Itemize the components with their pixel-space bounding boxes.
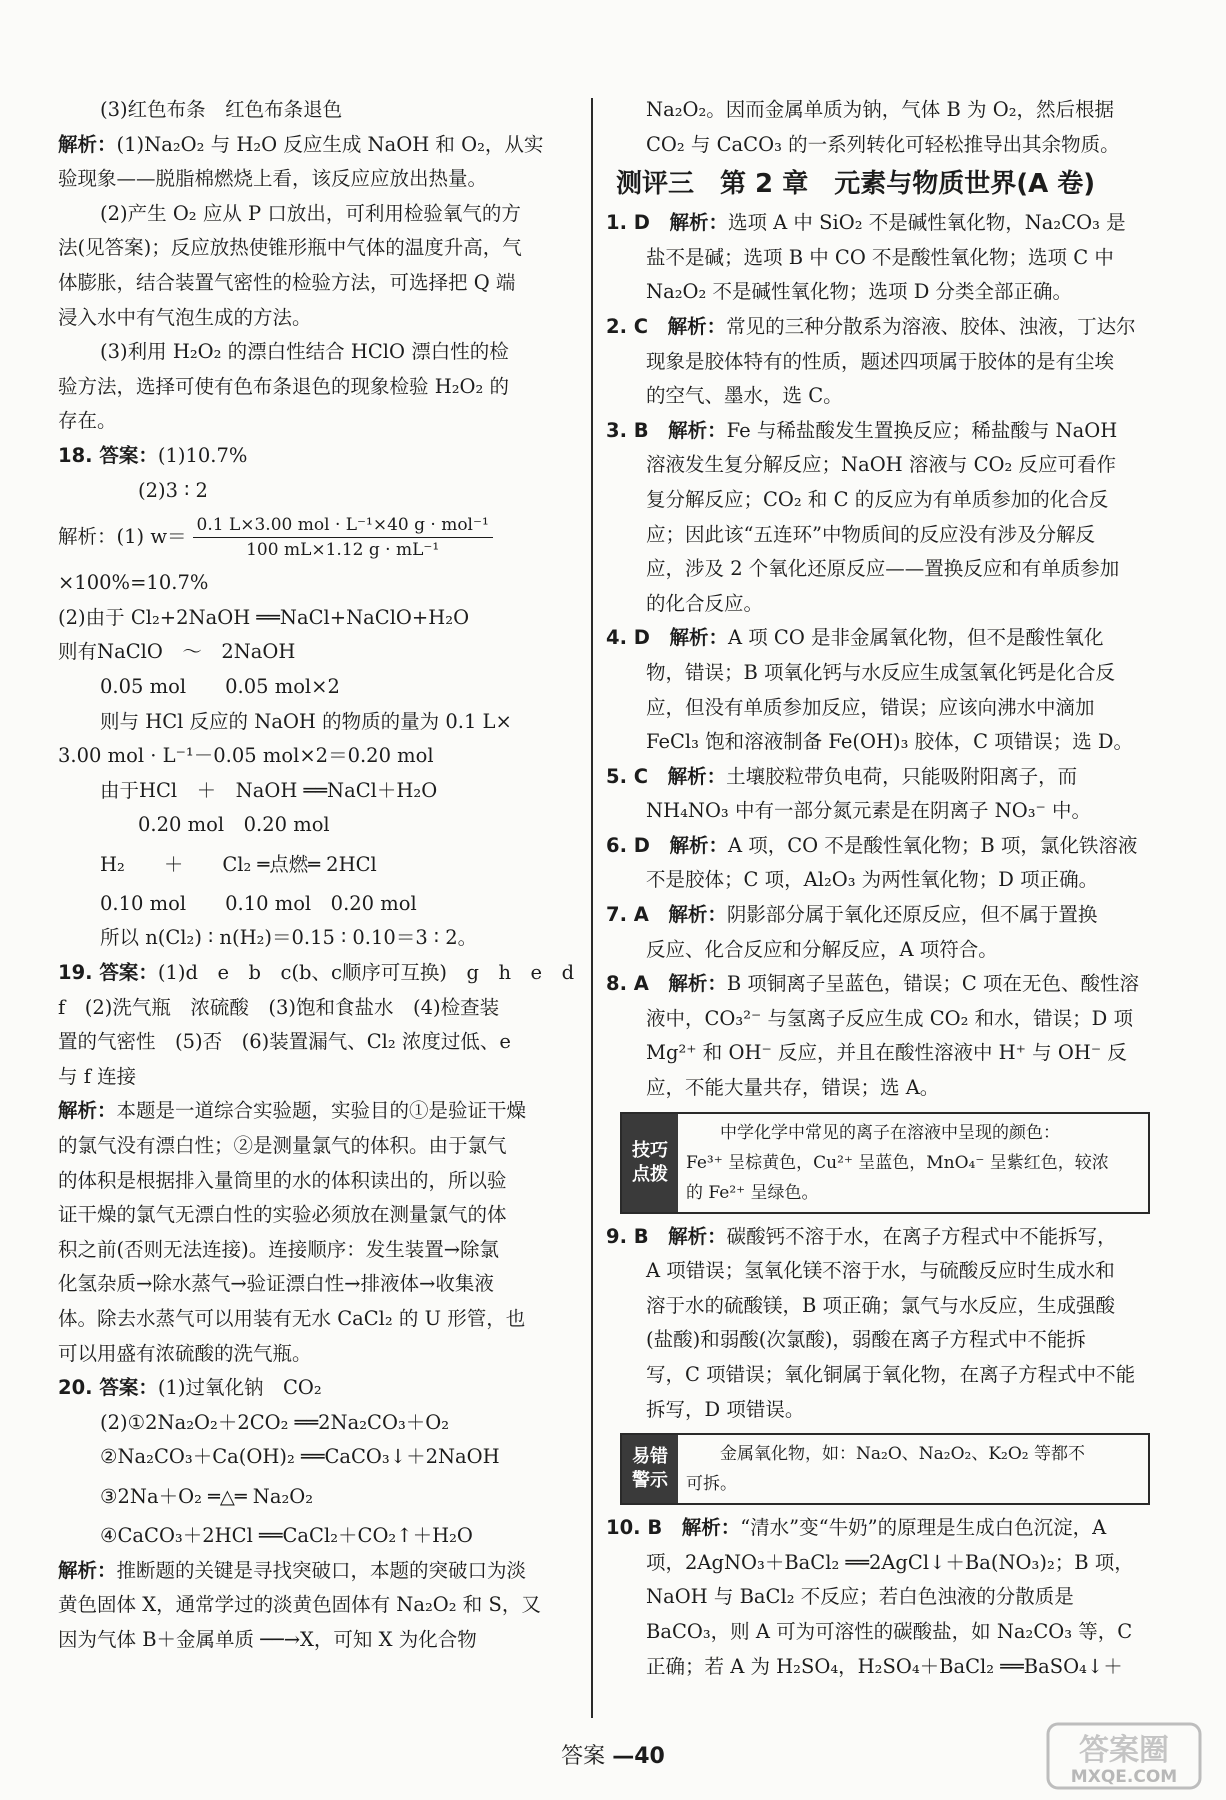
page-footer (0, 1740, 1226, 1775)
text-line: ×100%=10.7% (58, 571, 209, 595)
text-line: 置的气密性 (5)否 (6)装置漏气、Cl₂ 浓度过低、e (58, 1030, 511, 1054)
tip-line: 的 Fe²⁺ 呈绿色。 (686, 1182, 819, 1203)
text-line: 因为气体 B＋金属单质 ──→X，可知 X 为化合物 (58, 1627, 477, 1651)
text-line: 项，2AgNO₃＋BaCl₂ ══2AgCl↓＋Ba(NO₃)₂；B 项， (646, 1550, 1134, 1574)
answers-1-8 (606, 206, 1158, 1105)
text-line: f (2)洗气瓶 浓硫酸 (3)饱和食盐水 (4)检查装 (58, 995, 500, 1019)
text-line: (3)利用 H₂O₂ 的漂白性结合 HClO 漂白性的检 (100, 340, 509, 364)
text-line: 溶液发生复分解反应；NaOH 溶液与 CO₂ 反应可看作 (646, 453, 1116, 477)
question-line: 3. B 解析：Fe 与稀盐酸发生置换反应；稀盐酸与 NaOH (606, 418, 1118, 442)
text-line: 盐不是碱；选项 B 中 CO 不是酸性氧化物；选项 C 中 (646, 245, 1114, 269)
text-line: 液中，CO₃²⁻ 与氢离子反应生成 CO₂ 和水，错误；D 项 (646, 1006, 1133, 1030)
text-line: 与 f 连接 (58, 1064, 137, 1088)
text-line: NaOH 与 BaCl₂ 不反应；若白色浊液的分散质是 (646, 1585, 1074, 1609)
text-line: Na₂O₂。因而金属单质为钠，气体 B 为 O₂，然后根据 (646, 98, 1115, 121)
text-line: 复分解反应；CO₂ 和 C 的反应为有单质参加的化合反 (646, 487, 1109, 511)
text-line: 应，不能大量共存，错误；选 A。 (646, 1076, 940, 1100)
question-line: 18. 答案：(1)10.7% (58, 443, 248, 467)
text-line: 解析：(1)Na₂O₂ 与 H₂O 反应生成 NaOH 和 O₂，从实 (58, 132, 544, 156)
text-line: ③2Na＋O₂ ═△═ Na₂O₂ (100, 1484, 314, 1508)
text-line: 应，涉及 2 个氧化还原反应——置换反应和有单质参加 (646, 557, 1120, 581)
text-line: BaCO₃，则 A 可为可溶性的碳酸盐，如 Na₂CO₃ 等，C (646, 1619, 1133, 1643)
fraction-formula (58, 508, 582, 566)
watermark-url: MXQE.COM (1070, 1767, 1178, 1787)
text-line: 则与 HCl 反应的 NaOH 的物质的量为 0.1 L× (100, 709, 512, 733)
tip-line: 可拆。 (686, 1474, 737, 1495)
text-line: (盐酸)和弱酸(次氯酸)，弱酸在离子方程式中不能拆 (646, 1328, 1086, 1352)
text-line: (2)由于 Cl₂+2NaOH ══NaCl+NaClO+H₂O (58, 605, 470, 629)
text-line: (2)①2Na₂O₂＋2CO₂ ══2Na₂CO₃＋O₂ (100, 1410, 450, 1434)
answer-10 (606, 1511, 1158, 1684)
tip-badge-line: 技巧 (632, 1139, 668, 1161)
question-line: 10. B 解析：“清水”变“牛奶”的原理是生成白色沉淀，A (606, 1516, 1107, 1540)
text-line: 由于HCl ＋ NaOH ══NaCl＋H₂O (100, 778, 438, 802)
question-line: 1. D 解析：选项 A 中 SiO₂ 不是碱性氧化物，Na₂CO₃ 是 (606, 211, 1126, 235)
text-line: (2)3 ∶ 2 (138, 478, 208, 502)
text-line: 体膨胀，结合装置气密性的检验方法，可选择把 Q 端 (58, 270, 516, 294)
answer-9 (606, 1220, 1158, 1428)
fraction-denominator: 100 mL×1.12 g · mL⁻¹ (246, 539, 440, 560)
tip-badge-warning (622, 1435, 678, 1503)
text-line: ②Na₂CO₃＋Ca(OH)₂ ══CaCO₃↓＋2NaOH (100, 1445, 500, 1469)
text-line: 正确；若 A 为 H₂SO₄，H₂SO₄＋BaCl₂ ══BaSO₄↓＋ (646, 1654, 1123, 1678)
footer-label: 答案 (561, 1744, 606, 1769)
question-line: 7. A 解析：阴影部分属于氧化还原反应，但不属于置换 (606, 903, 1098, 927)
text-line: 体。除去水蒸气可以用装有无水 CaCl₂ 的 U 形管，也 (58, 1307, 526, 1330)
tip-line: Fe³⁺ 呈棕黄色，Cu²⁺ 呈蓝色，MnO₄⁻ 呈紫红色，较浓 (686, 1152, 1109, 1173)
text-line: 可以用盛有浓硫酸的洗气瓶。 (58, 1341, 312, 1365)
section-title: 测评三 第 2 章 元素与物质世界(A 卷) (616, 169, 1096, 200)
site-watermark-logo (1044, 1720, 1204, 1792)
tip-text (678, 1114, 1148, 1212)
text-line: 化氢杂质→除水蒸气→验证漂白性→排液体→收集液 (58, 1272, 494, 1296)
text-line: (2)产生 O₂ 应从 P 口放出，可利用检验氧气的方 (100, 201, 521, 225)
question-line: 9. B 解析：碳酸钙不溶于水，在离子方程式中不能拆写， (606, 1224, 1117, 1248)
text-line: 应，但没有单质参加反应，错误；应该向沸水中滴加 (646, 695, 1095, 719)
tip-box-skills (620, 1112, 1150, 1214)
text-line: 法(见答案)；反应放热使锥形瓶中气体的温度升高，气 (58, 236, 522, 260)
tip-badge-line: 警示 (632, 1470, 668, 1492)
text-line: 积之前(否则无法连接)。连接顺序：发生装置→除氯 (58, 1237, 500, 1261)
right-column (606, 93, 1158, 1684)
text-line: (3)红色布条 红色布条退色 (100, 98, 343, 121)
text-line: 0.05 mol 0.05 mol×2 (100, 674, 340, 698)
text-line: 的体积是根据排入量筒里的水的体积读出的，所以验 (58, 1168, 507, 1192)
tip-line: 金属氧化物，如：Na₂O、Na₂O₂、K₂O₂ 等都不 (686, 1444, 1086, 1465)
text-line: 溶于水的硫酸镁，B 项正确；氯气与水反应，生成强酸 (646, 1293, 1116, 1317)
text-line: 反应、化合反应和分解反应，A 项符合。 (646, 937, 998, 961)
tip-badge-line: 点拨 (632, 1163, 668, 1185)
text-line: Mg²⁺ 和 OH⁻ 反应，并且在酸性溶液中 H⁺ 与 OH⁻ 反 (646, 1041, 1127, 1065)
question-line: 8. A 解析：B 项铜离子呈蓝色，错误；C 项在无色、酸性溶 (606, 972, 1140, 996)
tip-line: 中学化学中常见的离子在溶液中呈现的颜色： (686, 1122, 1060, 1143)
tip-badge-line: 易错 (632, 1446, 668, 1468)
tip-text (678, 1435, 1148, 1503)
text-line: 黄色固体 X，通常学过的淡黄色固体有 Na₂O₂ 和 S，又 (58, 1593, 541, 1617)
column-divider (591, 98, 593, 1718)
question-line: 2. C 解析：常见的三种分散系为溶液、胶体、浊液，丁达尔 (606, 314, 1136, 338)
text-line: 则有NaClO ～ 2NaOH (58, 640, 296, 664)
text-line: 所以 n(Cl₂) ∶ n(H₂)＝0.15 ∶ 0.10＝3 ∶ 2。 (100, 926, 478, 950)
question-line: 4. D 解析：A 项 CO 是非金属氧化物，但不是酸性氧化 (606, 626, 1104, 650)
formula-prefix: 解析：(1) w＝ (58, 524, 187, 548)
fraction-numerator: 0.1 L×3.00 mol · L⁻¹×40 g · mol⁻¹ (193, 513, 493, 538)
text-line: 写，C 项错误；氧化铜属于氧化物，在离子方程式中不能 (646, 1363, 1136, 1386)
text-line: 不是胶体；C 项，Al₂O₃ 为两性氧化物；D 项正确。 (646, 868, 1099, 892)
fraction (193, 513, 493, 562)
left-column (58, 93, 582, 1657)
question-line: 6. D 解析：A 项，CO 不是酸性氧化物；B 项，氯化铁溶液 (606, 833, 1138, 857)
text-line: 验现象——脱脂棉燃烧上看，该反应应放出热量。 (58, 167, 488, 191)
text-line: CO₂ 与 CaCO₃ 的一系列转化可轻松推导出其余物质。 (646, 132, 1120, 156)
text-line: 解析：本题是一道综合实验题，实验目的①是验证干燥 (58, 1099, 527, 1123)
text-line: Na₂O₂ 不是碱性氧化物；选项 D 分类全部正确。 (646, 280, 1073, 304)
text-line: H₂ ＋ Cl₂ ═点燃═ 2HCl (100, 852, 377, 876)
text-line: 的空气、墨水，选 C。 (646, 384, 843, 408)
question-line: 20. 答案：(1)过氧化钠 CO₂ (58, 1376, 322, 1400)
text-line: 0.20 mol 0.20 mol (138, 813, 330, 837)
text-line: 证干燥的氯气无漂白性的实验必须放在测量氯气的体 (58, 1203, 507, 1227)
text-line: 浸入水中有气泡生成的方法。 (58, 305, 312, 329)
text-line: 现象是胶体特有的性质，题述四项属于胶体的是有尘埃 (646, 349, 1115, 373)
text-line: 的氯气没有漂白性；②是测量氯气的体积。由于氯气 (58, 1134, 507, 1158)
text-line: 存在。 (58, 409, 117, 433)
watermark-text: 答案圈 (1079, 1733, 1169, 1768)
tip-badge-skills (622, 1114, 678, 1212)
text-line: 物，错误；B 项氧化钙与水反应生成氢氧化钙是化合反 (646, 660, 1116, 684)
text-line: FeCl₃ 饱和溶液制备 Fe(OH)₃ 胶体，C 项错误；选 D。 (646, 730, 1134, 754)
text-line: 的化合反应。 (646, 591, 764, 615)
text-line: 拆写，D 项错误。 (646, 1397, 805, 1421)
text-line: NH₄NO₃ 中有一部分氮元素是在阴离子 NO₃⁻ 中。 (646, 799, 1092, 823)
text-line: 3.00 mol · L⁻¹－0.05 mol×2＝0.20 mol (58, 744, 434, 768)
continued-answer-block (606, 93, 1158, 162)
text-line: 验方法，选择可使有色布条退色的现象检验 H₂O₂ 的 (58, 374, 510, 398)
question-line: 19. 答案：(1)d e b c(b、c顺序可互换) g h e d (58, 961, 575, 985)
text-line: A 项错误；氢氧化镁不溶于水，与硫酸反应时生成水和 (646, 1259, 1115, 1283)
tip-box-warning (620, 1433, 1150, 1505)
text-line: ④CaCO₃＋2HCl ══CaCl₂＋CO₂↑＋H₂O (100, 1523, 473, 1547)
question-line: 5. C 解析：土壤胶粒带负电荷，只能吸附阳离子，而 (606, 764, 1078, 788)
text-line: 应；因此该“五连环”中物质间的反应没有涉及分解反 (646, 522, 1095, 546)
text-line: 解析：推断题的关键是寻找突破口，本题的突破口为淡 (58, 1558, 527, 1582)
page-number: —40 (612, 1744, 665, 1769)
text-line: 0.10 mol 0.10 mol 0.20 mol (100, 891, 417, 915)
